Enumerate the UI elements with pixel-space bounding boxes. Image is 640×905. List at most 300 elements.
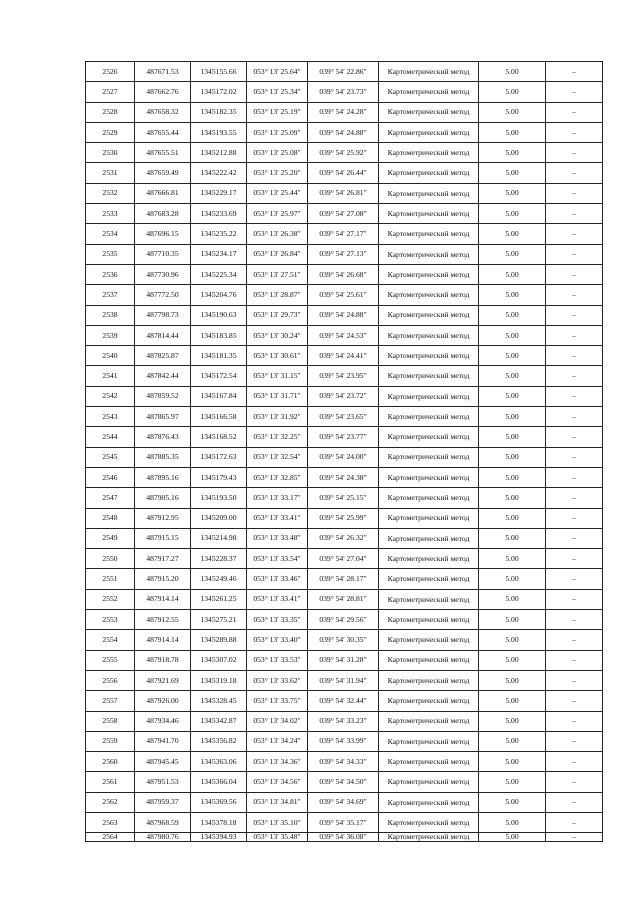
longitude-cell: 039° 54' 24.53" [308, 325, 379, 345]
table-row [86, 102, 603, 122]
x-coordinate-cell: 487842.44 [135, 366, 191, 386]
point-number-cell: 2546 [86, 467, 135, 487]
method-cell: Картометрический метод [379, 143, 479, 163]
x-coordinate-cell: 487914.14 [135, 630, 191, 650]
y-coordinate-cell: 1345179.43 [191, 467, 247, 487]
accuracy-cell: 5.00 [479, 812, 546, 832]
latitude-cell: 053° 13' 33.54" [247, 549, 308, 569]
note-cell: – [546, 305, 603, 325]
method-cell: Картометрический метод [379, 102, 479, 122]
y-coordinate-cell: 1345225.34 [191, 264, 247, 284]
y-coordinate-cell: 1345172.02 [191, 82, 247, 102]
latitude-cell: 053° 13' 25.20" [247, 163, 308, 183]
y-coordinate-cell: 1345166.58 [191, 407, 247, 427]
method-cell: Картометрический метод [379, 224, 479, 244]
y-coordinate-cell: 1345363.06 [191, 752, 247, 772]
table-row [86, 752, 603, 772]
method-cell: Картометрический метод [379, 488, 479, 508]
note-cell: – [546, 650, 603, 670]
x-coordinate-cell: 487825.87 [135, 346, 191, 366]
method-cell: Картометрический метод [379, 244, 479, 264]
accuracy-cell: 5.00 [479, 285, 546, 305]
table-row [86, 447, 603, 467]
accuracy-cell: 5.00 [479, 833, 546, 842]
accuracy-cell: 5.00 [479, 122, 546, 142]
latitude-cell: 053° 13' 25.44" [247, 183, 308, 203]
longitude-cell: 039° 54' 25.15" [308, 488, 379, 508]
x-coordinate-cell: 487926.00 [135, 691, 191, 711]
longitude-cell: 039° 54' 22.86" [308, 62, 379, 82]
table-row [86, 488, 603, 508]
y-coordinate-cell: 1345222.42 [191, 163, 247, 183]
note-cell: – [546, 488, 603, 508]
table-row [86, 792, 603, 812]
note-cell: – [546, 427, 603, 447]
method-cell: Картометрический метод [379, 610, 479, 630]
table-row [86, 305, 603, 325]
point-number-cell: 2557 [86, 691, 135, 711]
longitude-cell: 039° 54' 33.99" [308, 731, 379, 751]
accuracy-cell: 5.00 [479, 163, 546, 183]
accuracy-cell: 5.00 [479, 792, 546, 812]
point-number-cell: 2552 [86, 589, 135, 609]
note-cell: – [546, 346, 603, 366]
note-cell: – [546, 122, 603, 142]
note-cell: – [546, 224, 603, 244]
note-cell: – [546, 82, 603, 102]
longitude-cell: 039° 54' 24.88" [308, 305, 379, 325]
y-coordinate-cell: 1345193.50 [191, 488, 247, 508]
point-number-cell: 2550 [86, 549, 135, 569]
note-cell: – [546, 772, 603, 792]
method-cell: Картометрический метод [379, 447, 479, 467]
accuracy-cell: 5.00 [479, 630, 546, 650]
longitude-cell: 039° 54' 23.73" [308, 82, 379, 102]
method-cell: Картометрический метод [379, 163, 479, 183]
x-coordinate-cell: 487671.53 [135, 62, 191, 82]
point-number-cell: 2551 [86, 569, 135, 589]
method-cell: Картометрический метод [379, 549, 479, 569]
point-number-cell: 2564 [86, 833, 135, 842]
point-number-cell: 2527 [86, 82, 135, 102]
y-coordinate-cell: 1345193.55 [191, 122, 247, 142]
method-cell: Картометрический метод [379, 62, 479, 82]
accuracy-cell: 5.00 [479, 711, 546, 731]
y-coordinate-cell: 1345394.93 [191, 833, 247, 842]
method-cell: Картометрический метод [379, 650, 479, 670]
note-cell: – [546, 62, 603, 82]
latitude-cell: 053° 13' 33.75" [247, 691, 308, 711]
accuracy-cell: 5.00 [479, 386, 546, 406]
table-row [86, 386, 603, 406]
longitude-cell: 039° 54' 24.28" [308, 102, 379, 122]
point-number-cell: 2540 [86, 346, 135, 366]
point-number-cell: 2526 [86, 62, 135, 82]
y-coordinate-cell: 1345172.63 [191, 447, 247, 467]
latitude-cell: 053° 13' 34.56" [247, 772, 308, 792]
method-cell: Картометрический метод [379, 589, 479, 609]
method-cell: Картометрический метод [379, 366, 479, 386]
note-cell: – [546, 163, 603, 183]
y-coordinate-cell: 1345261.25 [191, 589, 247, 609]
latitude-cell: 053° 13' 34.24" [247, 731, 308, 751]
longitude-cell: 039° 54' 25.99" [308, 508, 379, 528]
latitude-cell: 053° 13' 25.19" [247, 102, 308, 122]
latitude-cell: 053° 13' 29.73" [247, 305, 308, 325]
x-coordinate-cell: 487658.32 [135, 102, 191, 122]
y-coordinate-cell: 1345228.37 [191, 549, 247, 569]
table-row [86, 833, 603, 842]
note-cell: – [546, 630, 603, 650]
y-coordinate-cell: 1345289.88 [191, 630, 247, 650]
y-coordinate-cell: 1345342.87 [191, 711, 247, 731]
point-number-cell: 2531 [86, 163, 135, 183]
longitude-cell: 039° 54' 34.50" [308, 772, 379, 792]
point-number-cell: 2534 [86, 224, 135, 244]
latitude-cell: 053° 13' 30.61" [247, 346, 308, 366]
y-coordinate-cell: 1345155.66 [191, 62, 247, 82]
accuracy-cell: 5.00 [479, 82, 546, 102]
note-cell: – [546, 610, 603, 630]
table-row [86, 407, 603, 427]
note-cell: – [546, 731, 603, 751]
point-number-cell: 2541 [86, 366, 135, 386]
x-coordinate-cell: 487814.44 [135, 325, 191, 345]
method-cell: Картометрический метод [379, 670, 479, 690]
table-row [86, 346, 603, 366]
accuracy-cell: 5.00 [479, 528, 546, 548]
note-cell: – [546, 691, 603, 711]
table-row [86, 325, 603, 345]
point-number-cell: 2562 [86, 792, 135, 812]
note-cell: – [546, 264, 603, 284]
table-row [86, 82, 603, 102]
x-coordinate-cell: 487980.76 [135, 833, 191, 842]
method-cell: Картометрический метод [379, 325, 479, 345]
table-row [86, 366, 603, 386]
table-row [86, 772, 603, 792]
x-coordinate-cell: 487859.52 [135, 386, 191, 406]
latitude-cell: 053° 13' 34.02" [247, 711, 308, 731]
y-coordinate-cell: 1345369.56 [191, 792, 247, 812]
x-coordinate-cell: 487915.20 [135, 569, 191, 589]
point-number-cell: 2549 [86, 528, 135, 548]
latitude-cell: 053° 13' 30.24" [247, 325, 308, 345]
accuracy-cell: 5.00 [479, 752, 546, 772]
accuracy-cell: 5.00 [479, 508, 546, 528]
y-coordinate-cell: 1345212.88 [191, 143, 247, 163]
method-cell: Картометрический метод [379, 264, 479, 284]
method-cell: Картометрический метод [379, 772, 479, 792]
accuracy-cell: 5.00 [479, 488, 546, 508]
latitude-cell: 053° 13' 35.48" [247, 833, 308, 842]
longitude-cell: 039° 54' 31.28" [308, 650, 379, 670]
x-coordinate-cell: 487659.49 [135, 163, 191, 183]
accuracy-cell: 5.00 [479, 447, 546, 467]
note-cell: – [546, 325, 603, 345]
longitude-cell: 039° 54' 25.92" [308, 143, 379, 163]
x-coordinate-cell: 487876.43 [135, 427, 191, 447]
x-coordinate-cell: 487968.59 [135, 812, 191, 832]
method-cell: Картометрический метод [379, 467, 479, 487]
y-coordinate-cell: 1345183.85 [191, 325, 247, 345]
x-coordinate-cell: 487683.28 [135, 204, 191, 224]
x-coordinate-cell: 487895.16 [135, 467, 191, 487]
point-number-cell: 2537 [86, 285, 135, 305]
x-coordinate-cell: 487696.15 [135, 224, 191, 244]
note-cell: – [546, 467, 603, 487]
y-coordinate-cell: 1345214.98 [191, 528, 247, 548]
method-cell: Картометрический метод [379, 711, 479, 731]
longitude-cell: 039° 54' 36.08" [308, 833, 379, 842]
note-cell: – [546, 366, 603, 386]
latitude-cell: 053° 13' 25.64" [247, 62, 308, 82]
method-cell: Картометрический метод [379, 122, 479, 142]
method-cell: Картометрический метод [379, 346, 479, 366]
table-row [86, 143, 603, 163]
latitude-cell: 053° 13' 31.15" [247, 366, 308, 386]
point-number-cell: 2532 [86, 183, 135, 203]
method-cell: Картометрический метод [379, 569, 479, 589]
point-number-cell: 2542 [86, 386, 135, 406]
table-row [86, 528, 603, 548]
note-cell: – [546, 812, 603, 832]
x-coordinate-cell: 487905.16 [135, 488, 191, 508]
point-number-cell: 2560 [86, 752, 135, 772]
accuracy-cell: 5.00 [479, 731, 546, 751]
point-number-cell: 2545 [86, 447, 135, 467]
longitude-cell: 039° 54' 27.08" [308, 204, 379, 224]
longitude-cell: 039° 54' 27.13" [308, 244, 379, 264]
x-coordinate-cell: 487798.73 [135, 305, 191, 325]
latitude-cell: 053° 13' 33.35" [247, 610, 308, 630]
accuracy-cell: 5.00 [479, 244, 546, 264]
table-row [86, 62, 603, 82]
x-coordinate-cell: 487666.81 [135, 183, 191, 203]
method-cell: Картометрический метод [379, 752, 479, 772]
latitude-cell: 053° 13' 33.46" [247, 569, 308, 589]
accuracy-cell: 5.00 [479, 346, 546, 366]
latitude-cell: 053° 13' 32.25" [247, 427, 308, 447]
table-row [86, 264, 603, 284]
table-row [86, 427, 603, 447]
note-cell: – [546, 792, 603, 812]
method-cell: Картометрический метод [379, 833, 479, 842]
longitude-cell: 039° 54' 28.81" [308, 589, 379, 609]
table-row [86, 691, 603, 711]
x-coordinate-cell: 487951.53 [135, 772, 191, 792]
point-number-cell: 2529 [86, 122, 135, 142]
table-row [86, 244, 603, 264]
accuracy-cell: 5.00 [479, 224, 546, 244]
y-coordinate-cell: 1345204.76 [191, 285, 247, 305]
point-number-cell: 2559 [86, 731, 135, 751]
point-number-cell: 2556 [86, 670, 135, 690]
latitude-cell: 053° 13' 35.10" [247, 812, 308, 832]
method-cell: Картометрический метод [379, 528, 479, 548]
latitude-cell: 053° 13' 33.53" [247, 650, 308, 670]
latitude-cell: 053° 13' 33.41" [247, 589, 308, 609]
note-cell: – [546, 508, 603, 528]
accuracy-cell: 5.00 [479, 691, 546, 711]
table-row [86, 508, 603, 528]
longitude-cell: 039° 54' 32.44" [308, 691, 379, 711]
point-number-cell: 2530 [86, 143, 135, 163]
longitude-cell: 039° 54' 24.41" [308, 346, 379, 366]
accuracy-cell: 5.00 [479, 610, 546, 630]
method-cell: Картометрический метод [379, 183, 479, 203]
x-coordinate-cell: 487959.37 [135, 792, 191, 812]
longitude-cell: 039° 54' 33.23" [308, 711, 379, 731]
method-cell: Картометрический метод [379, 691, 479, 711]
latitude-cell: 053° 13' 28.87" [247, 285, 308, 305]
accuracy-cell: 5.00 [479, 427, 546, 447]
longitude-cell: 039° 54' 26.68" [308, 264, 379, 284]
table-row [86, 630, 603, 650]
table-row [86, 549, 603, 569]
longitude-cell: 039° 54' 27.04" [308, 549, 379, 569]
accuracy-cell: 5.00 [479, 407, 546, 427]
x-coordinate-cell: 487915.15 [135, 528, 191, 548]
point-number-cell: 2535 [86, 244, 135, 264]
table-row [86, 731, 603, 751]
accuracy-cell: 5.00 [479, 569, 546, 589]
latitude-cell: 053° 13' 25.08" [247, 143, 308, 163]
latitude-cell: 053° 13' 26.84" [247, 244, 308, 264]
y-coordinate-cell: 1345190.63 [191, 305, 247, 325]
x-coordinate-cell: 487730.96 [135, 264, 191, 284]
y-coordinate-cell: 1345182.35 [191, 102, 247, 122]
accuracy-cell: 5.00 [479, 62, 546, 82]
note-cell: – [546, 569, 603, 589]
y-coordinate-cell: 1345366.04 [191, 772, 247, 792]
accuracy-cell: 5.00 [479, 467, 546, 487]
table-row [86, 670, 603, 690]
note-cell: – [546, 204, 603, 224]
method-cell: Картометрический метод [379, 82, 479, 102]
latitude-cell: 053° 13' 25.09" [247, 122, 308, 142]
longitude-cell: 039° 54' 35.17" [308, 812, 379, 832]
latitude-cell: 053° 13' 33.17" [247, 488, 308, 508]
x-coordinate-cell: 487772.50 [135, 285, 191, 305]
longitude-cell: 039° 54' 29.56" [308, 610, 379, 630]
table-row [86, 589, 603, 609]
point-number-cell: 2553 [86, 610, 135, 630]
point-number-cell: 2563 [86, 812, 135, 832]
longitude-cell: 039° 54' 26.44" [308, 163, 379, 183]
latitude-cell: 053° 13' 33.48" [247, 528, 308, 548]
coordinates-table [85, 61, 603, 842]
longitude-cell: 039° 54' 27.17" [308, 224, 379, 244]
y-coordinate-cell: 1345307.02 [191, 650, 247, 670]
table-row [86, 650, 603, 670]
point-number-cell: 2536 [86, 264, 135, 284]
longitude-cell: 039° 54' 23.72" [308, 386, 379, 406]
point-number-cell: 2544 [86, 427, 135, 447]
longitude-cell: 039° 54' 31.94" [308, 670, 379, 690]
accuracy-cell: 5.00 [479, 772, 546, 792]
y-coordinate-cell: 1345234.17 [191, 244, 247, 264]
method-cell: Картометрический метод [379, 812, 479, 832]
point-number-cell: 2528 [86, 102, 135, 122]
accuracy-cell: 5.00 [479, 183, 546, 203]
longitude-cell: 039° 54' 28.17" [308, 569, 379, 589]
point-number-cell: 2533 [86, 204, 135, 224]
note-cell: – [546, 670, 603, 690]
note-cell: – [546, 528, 603, 548]
longitude-cell: 039° 54' 24.38" [308, 467, 379, 487]
longitude-cell: 039° 54' 24.00" [308, 447, 379, 467]
latitude-cell: 053° 13' 26.38" [247, 224, 308, 244]
method-cell: Картометрический метод [379, 285, 479, 305]
longitude-cell: 039° 54' 26.32" [308, 528, 379, 548]
accuracy-cell: 5.00 [479, 549, 546, 569]
point-number-cell: 2555 [86, 650, 135, 670]
y-coordinate-cell: 1345249.46 [191, 569, 247, 589]
y-coordinate-cell: 1345233.69 [191, 204, 247, 224]
table-row [86, 224, 603, 244]
table-row [86, 812, 603, 832]
method-cell: Картометрический метод [379, 630, 479, 650]
method-cell: Картометрический метод [379, 386, 479, 406]
table-row [86, 163, 603, 183]
point-number-cell: 2558 [86, 711, 135, 731]
longitude-cell: 039° 54' 34.33" [308, 752, 379, 772]
longitude-cell: 039° 54' 34.69" [308, 792, 379, 812]
longitude-cell: 039° 54' 23.77" [308, 427, 379, 447]
accuracy-cell: 5.00 [479, 305, 546, 325]
latitude-cell: 053° 13' 25.97" [247, 204, 308, 224]
method-cell: Картометрический метод [379, 427, 479, 447]
accuracy-cell: 5.00 [479, 143, 546, 163]
table-row [86, 569, 603, 589]
x-coordinate-cell: 487921.69 [135, 670, 191, 690]
longitude-cell: 039° 54' 30.35" [308, 630, 379, 650]
x-coordinate-cell: 487941.70 [135, 731, 191, 751]
y-coordinate-cell: 1345168.52 [191, 427, 247, 447]
note-cell: – [546, 549, 603, 569]
y-coordinate-cell: 1345328.45 [191, 691, 247, 711]
latitude-cell: 053° 13' 32.85" [247, 467, 308, 487]
x-coordinate-cell: 487710.35 [135, 244, 191, 264]
latitude-cell: 053° 13' 27.51" [247, 264, 308, 284]
y-coordinate-cell: 1345319.18 [191, 670, 247, 690]
point-number-cell: 2538 [86, 305, 135, 325]
y-coordinate-cell: 1345378.18 [191, 812, 247, 832]
latitude-cell: 053° 13' 33.40" [247, 630, 308, 650]
y-coordinate-cell: 1345209.00 [191, 508, 247, 528]
note-cell: – [546, 833, 603, 842]
latitude-cell: 053° 13' 31.92" [247, 407, 308, 427]
longitude-cell: 039° 54' 23.95" [308, 366, 379, 386]
accuracy-cell: 5.00 [479, 670, 546, 690]
note-cell: – [546, 407, 603, 427]
latitude-cell: 053° 13' 33.41" [247, 508, 308, 528]
y-coordinate-cell: 1345172.54 [191, 366, 247, 386]
x-coordinate-cell: 487655.44 [135, 122, 191, 142]
x-coordinate-cell: 487865.97 [135, 407, 191, 427]
point-number-cell: 2561 [86, 772, 135, 792]
table-body [86, 62, 603, 842]
longitude-cell: 039° 54' 24.88" [308, 122, 379, 142]
accuracy-cell: 5.00 [479, 650, 546, 670]
note-cell: – [546, 183, 603, 203]
method-cell: Картометрический метод [379, 204, 479, 224]
note-cell: – [546, 752, 603, 772]
method-cell: Картометрический метод [379, 305, 479, 325]
method-cell: Картометрический метод [379, 508, 479, 528]
table-row [86, 204, 603, 224]
